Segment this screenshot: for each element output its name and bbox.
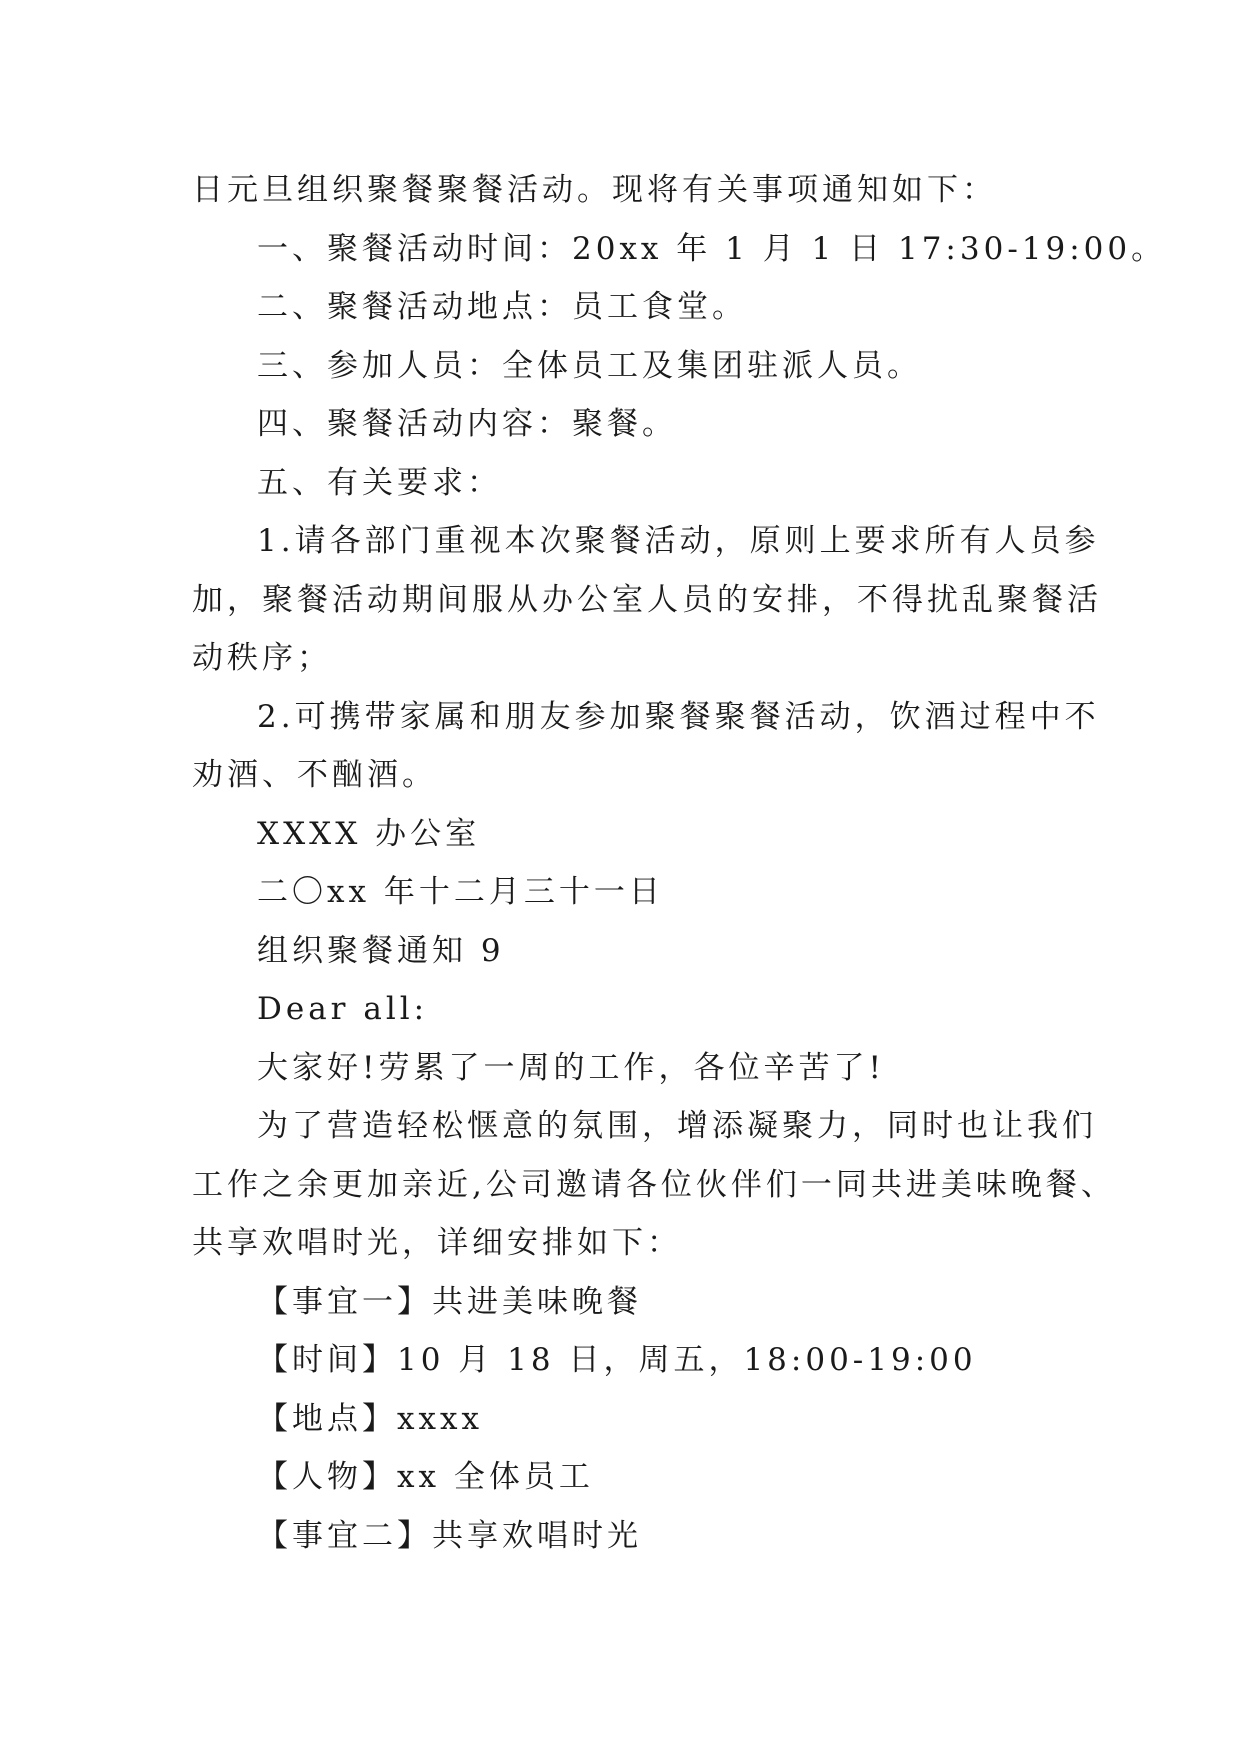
requirement-1-line: 动秩序； <box>192 640 332 676</box>
salutation: Dear all: <box>257 991 429 1027</box>
intro-paragraph-line: 共享欢唱时光，详细安排如下： <box>192 1225 682 1261</box>
intro-paragraph-line: 工作之余更加亲近,公司邀请各位伙伴们一同共进美味晚餐、 <box>192 1166 1116 1203</box>
section-heading: 组织聚餐通知 9 <box>257 932 505 969</box>
event-2-title: 【事宜二】共享欢唱时光 <box>257 1517 642 1554</box>
item-4-content: 四、聚餐活动内容：聚餐。 <box>257 406 677 442</box>
requirement-2-line: 劝酒、不酗酒。 <box>192 757 437 793</box>
event-1-people: 【人物】xx 全体员工 <box>257 1459 594 1495</box>
intro-paragraph-line: 为了营造轻松惬意的氛围，增添凝聚力，同时也让我们 <box>257 1108 1097 1144</box>
item-1-time: 一、聚餐活动时间：20xx 年 1 月 1 日 17:30-19:00。 <box>257 230 1167 267</box>
requirement-2-line: 2.可携带家属和朋友参加聚餐聚餐活动，饮酒过程中不 <box>257 698 1100 735</box>
event-1-location: 【地点】xxxx <box>257 1400 483 1437</box>
greeting: 大家好!劳累了一周的工作，各位辛苦了! <box>257 1049 885 1086</box>
requirement-1-line: 加，聚餐活动期间服从办公室人员的安排，不得扰乱聚餐活 <box>192 581 1102 618</box>
document-body <box>192 161 1167 1565</box>
item-5-requirements: 五、有关要求： <box>257 464 502 501</box>
event-1-time: 【时间】10 月 18 日，周五，18:00-19:00 <box>257 1342 977 1378</box>
signature-office: XXXX 办公室 <box>257 815 481 852</box>
signature-date: 二〇xx 年十二月三十一日 <box>257 874 664 910</box>
item-3-participants: 三、参加人员：全体员工及集团驻派人员。 <box>257 347 922 384</box>
event-1-title: 【事宜一】共进美味晚餐 <box>257 1283 642 1320</box>
paragraph-line: 日元旦组织聚餐聚餐活动。现将有关事项通知如下： <box>192 172 997 208</box>
requirement-1-line: 1.请各部门重视本次聚餐活动，原则上要求所有人员参 <box>257 523 1100 559</box>
item-2-location: 二、聚餐活动地点：员工食堂。 <box>257 289 747 325</box>
